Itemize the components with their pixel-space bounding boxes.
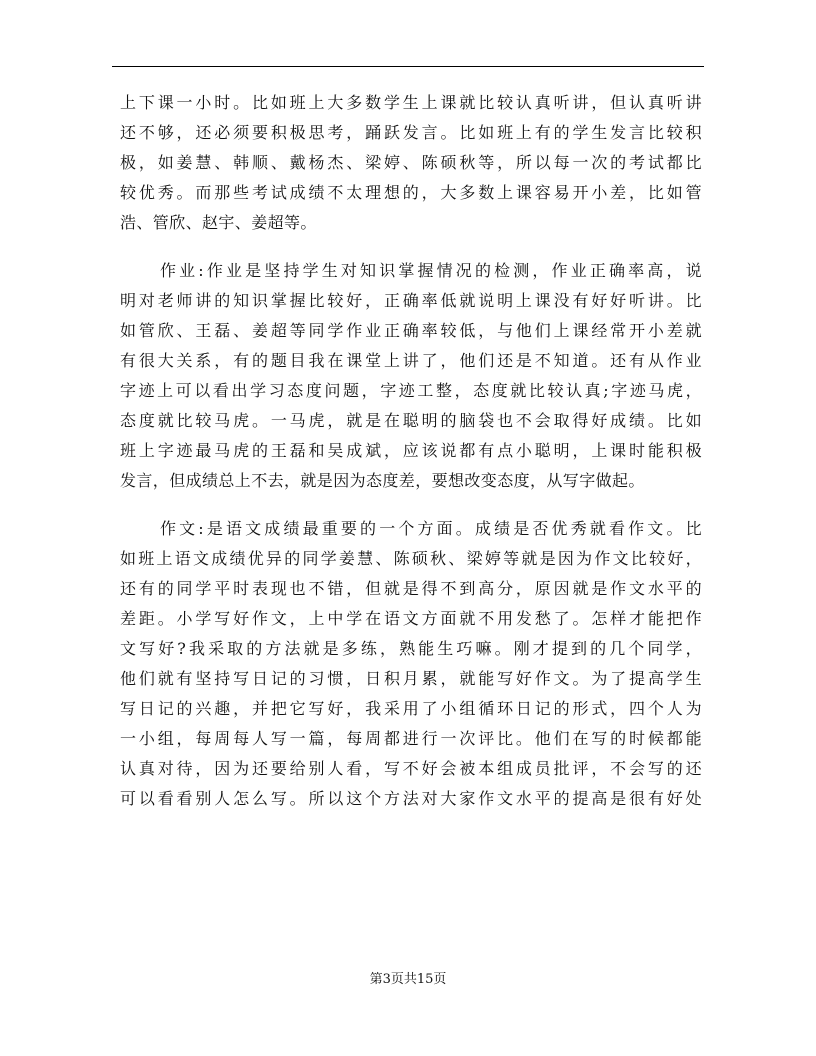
text-line: 可以看看别人怎么写。所以这个方法对大家作文水平的提高是很有好处: [120, 789, 702, 808]
paragraph-spacer: [120, 238, 702, 256]
paragraph-spacer: [120, 496, 702, 514]
document-body: [120, 88, 702, 814]
text-line: 如班上语文成绩优异的同学姜慧、陈硕秋、梁婷等就是因为作文比较好，: [120, 549, 702, 568]
text-line: 如管欣、王磊、姜超等同学作业正确率较低，与他们上课经常开小差就: [120, 321, 702, 340]
text-line: 态度就比较马虎。一马虎，就是在聪明的脑袋也不会取得好成绩。比如: [120, 411, 702, 430]
text-line: 作业:作业是坚持学生对知识掌握情况的检测，作业正确率高，说: [160, 261, 702, 280]
text-line: 发言，但成绩总上不去，就是因为态度差，要想改变态度，从写字做起。: [120, 471, 645, 490]
page-number-footer: 第3页共15页: [369, 972, 447, 987]
text-line: 有很大关系，有的题目我在课堂上讲了，他们还是不知道。还有从作业: [120, 351, 702, 370]
text-line: 还有的同学平时表现也不错，但就是得不到高分，原因就是作文水平的: [120, 579, 702, 598]
text-line: 他们就有坚持写日记的习惯，日积月累，就能写好作文。为了提高学生: [120, 669, 702, 688]
text-line: 明对老师讲的知识掌握比较好，正确率低就说明上课没有好好听讲。比: [120, 291, 702, 310]
text-line: 班上字迹最马虎的王磊和吴成斌，应该说都有点小聪明，上课时能积极: [120, 441, 702, 460]
text-line: 一小组，每周每人写一篇，每周都进行一次评比。他们在写的时候都能: [120, 729, 702, 748]
paragraph-2: [120, 256, 702, 496]
text-line: 写日记的兴趣，并把它写好，我采用了小组循环日记的形式，四个人为: [120, 699, 702, 718]
text-line: 差距。小学写好作文，上中学在语文方面就不用发愁了。怎样才能把作: [120, 609, 702, 628]
text-line: 还不够，还必须要积极思考，踊跃发言。比如班上有的学生发言比较积: [120, 123, 702, 142]
text-line: 极，如姜慧、韩顺、戴杨杰、梁婷、陈硕秋等，所以每一次的考试都比: [120, 153, 702, 172]
text-line: 文写好?我采取的方法就是多练，熟能生巧嘛。刚才提到的几个同学，: [120, 639, 702, 658]
text-line: 较优秀。而那些考试成绩不太理想的，大多数上课容易开小差，比如管: [120, 183, 702, 202]
text-line: 认真对待，因为还要给别人看，写不好会被本组成员批评，不会写的还: [120, 759, 702, 778]
text-line: 上下课一小时。比如班上大多数学生上课就比较认真听讲，但认真听讲: [120, 93, 702, 112]
paragraph-3: [120, 514, 702, 814]
text-line: 浩、管欣、赵宇、姜超等。: [120, 213, 317, 232]
text-line: 作文:是语文成绩最重要的一个方面。成绩是否优秀就看作文。比: [160, 519, 702, 538]
paragraph-1: [120, 88, 702, 238]
header-rule: [112, 66, 704, 67]
text-line: 字迹上可以看出学习态度问题，字迹工整，态度就比较认真;字迹马虎，: [120, 381, 702, 400]
